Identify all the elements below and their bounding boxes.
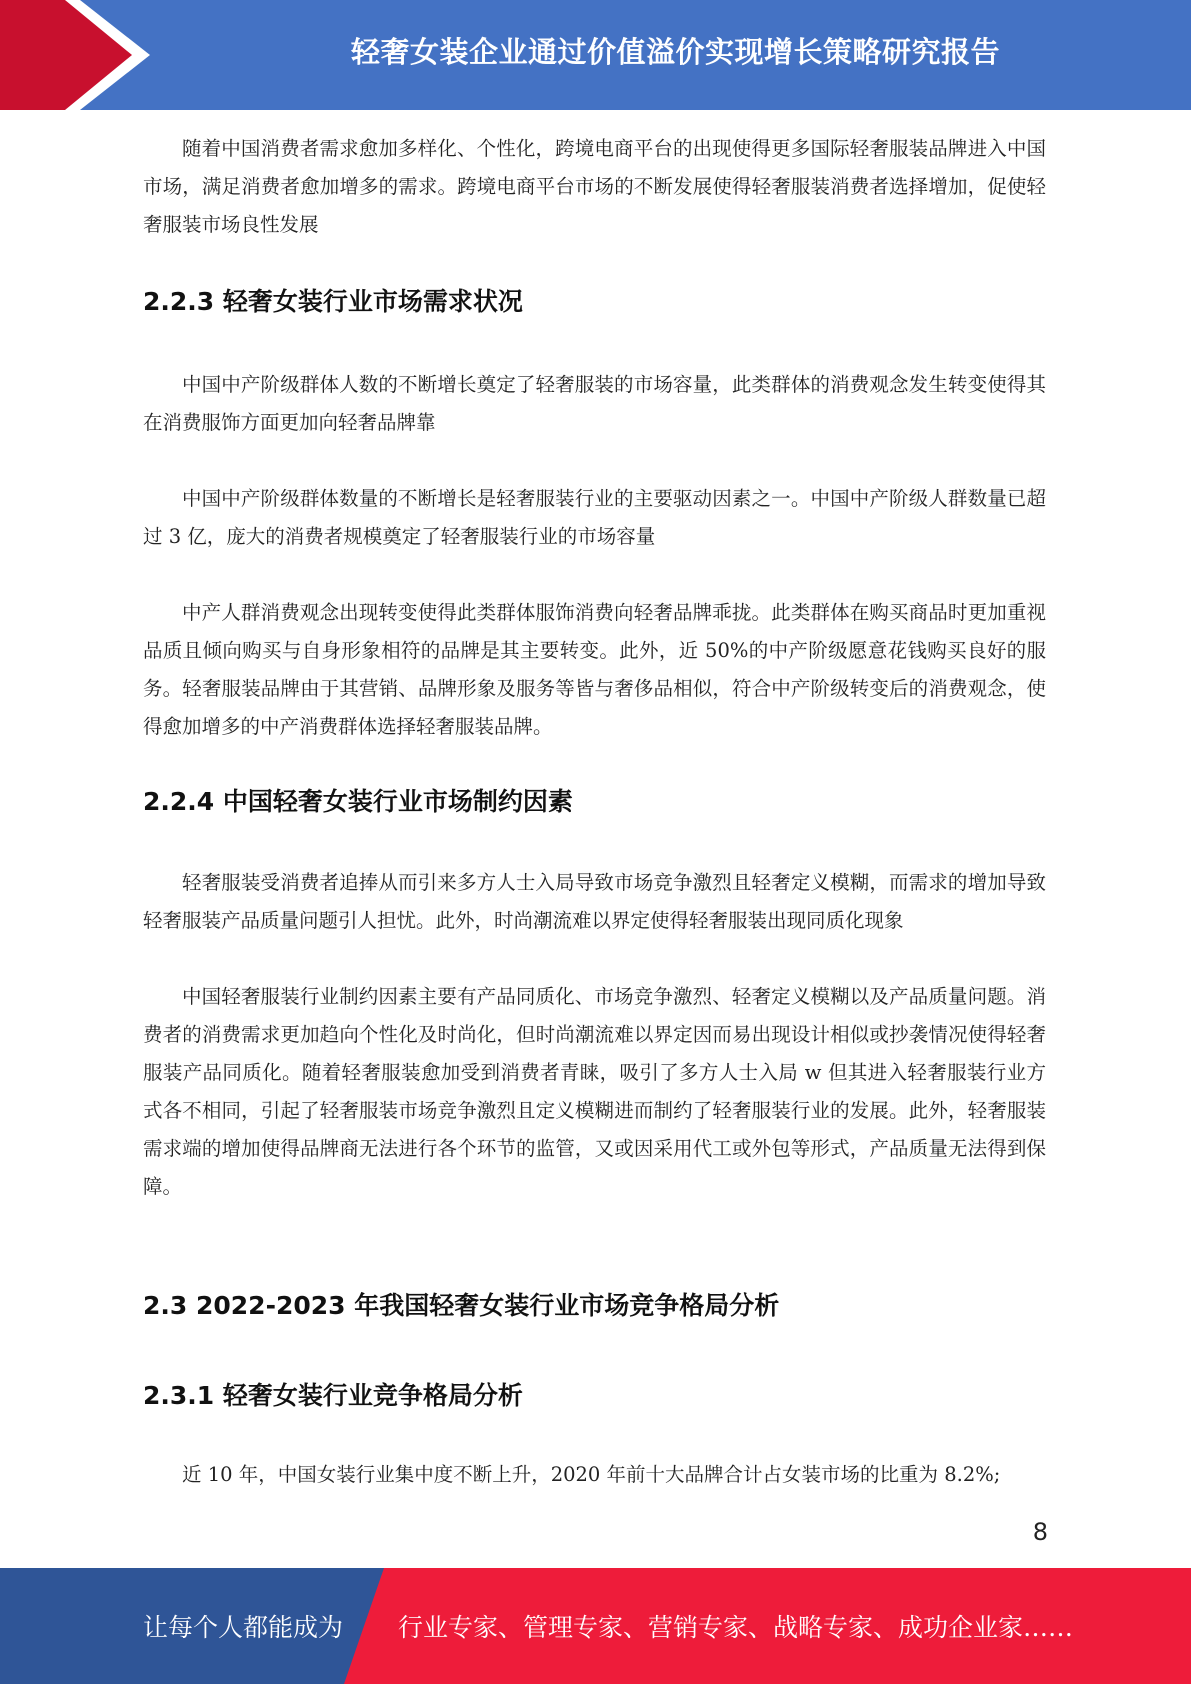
page-header xyxy=(0,0,1191,110)
paragraph-constraint-summary: 轻奢服装受消费者追捧从而引来多方人士入局导致市场竞争激烈且轻奢定义模糊，而需求的增加导致轻奢服装产品质量问题引人担忧。此外，时尚潮流难以界定使得轻奢服装出现同质化现象 xyxy=(143,871,1046,932)
section-heading-2-2-3: 2.2.3 轻奢女装行业市场需求状况 xyxy=(143,287,523,316)
section-heading-2-2-4: 2.2.4 中国轻奢女装行业市场制约因素 xyxy=(143,787,573,816)
paragraph-cross-border-ecommerce: 随着中国消费者需求愈加多样化、个性化，跨境电商平台的出现使得更多国际轻奢服装品牌进入中国市场，满足消费者愈加增多的需求。跨境电商平台市场的不断发展使得轻奢服装消费者选择增加，促使轻奢服装市场良性发展 xyxy=(143,137,1046,236)
paragraph-middle-class-capacity: 中国中产阶级群体人数的不断增长奠定了轻奢服装的市场容量，此类群体的消费观念发生转变使得其在消费服饰方面更加向轻奢品牌靠 xyxy=(143,373,1046,434)
footer-slogan-right: 行业专家、管理专家、营销专家、战略专家、成功企业家…… xyxy=(398,1613,1074,1642)
paragraph-consumption-shift: 中产人群消费观念出现转变使得此类群体服饰消费向轻奢品牌乖拢。此类群体在购买商品时更加重视品质且倾向购买与自身形象相符的品牌是其主要转变。此外，近 50%的中产阶级愿意花钱购买良好的服务。轻奢服装品牌由于其营销、品牌形象及服务等皆与奢侈品相似，符合中产阶级转变后的消费观念，使得愈加增多的中产消费群体选择轻奢服装品牌。 xyxy=(143,601,1046,738)
header-title: 轻奢女装企业通过价值溢价实现增长策略研究报告 xyxy=(350,34,1000,69)
section-heading-2-3: 2.3 2022-2023 年我国轻奢女装行业市场竞争格局分析 xyxy=(143,1291,780,1320)
paragraph-concentration: 近 10 年，中国女装行业集中度不断上升，2020 年前十大品牌合计占女装市场的比重为 8.2%; xyxy=(182,1463,1001,1486)
paragraph-middle-class-driver: 中国中产阶级群体数量的不断增长是轻奢服装行业的主要驱动因素之一。中国中产阶级人群数量已超过 3 亿，庞大的消费者规模奠定了轻奢服装行业的市场容量 xyxy=(143,487,1046,548)
document-body xyxy=(143,130,1046,1494)
footer-slogan-left: 让每个人都能成为 xyxy=(143,1613,344,1642)
page-footer xyxy=(0,1568,1191,1684)
page-number: 8 xyxy=(1032,1518,1048,1546)
section-heading-2-3-1: 2.3.1 轻奢女装行业竞争格局分析 xyxy=(143,1381,523,1410)
paragraph-constraint-detail: 中国轻奢服装行业制约因素主要有产品同质化、市场竞争激烈、轻奢定义模糊以及产品质量问题。消费者的消费需求更加趋向个性化及时尚化，但时尚潮流难以界定因而易出现设计相似或抄袭情况使得轻奢服装产品同质化。随着轻奢服装愈加受到消费者青睐，吸引了多方人士入局 w 但其进入轻奢服装行业方式各不相同，引起了轻奢服装市场竞争激烈且定义模糊进而制约了轻奢服装行业的发展。此外，轻奢服装需求端的增加使得品牌商无法进行各个环节的监管，又或因采用代工或外包等形式，产品质量无法得到保障。 xyxy=(143,985,1046,1198)
